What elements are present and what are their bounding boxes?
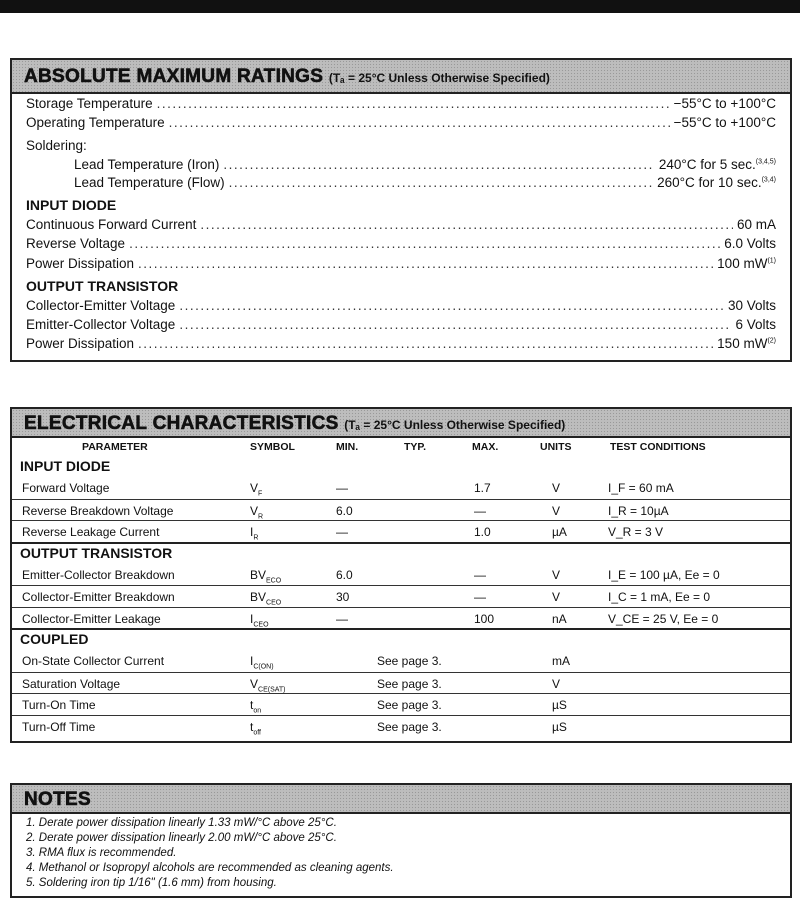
rating-label: Power Dissipation (26, 256, 135, 271)
units: µA (552, 525, 567, 539)
table-row (12, 693, 790, 715)
min: 30 (336, 590, 350, 604)
subsection-title: INPUT DIODE (26, 197, 117, 213)
parameter: Collector-Emitter Leakage (22, 611, 161, 626)
symbol-main: V (250, 503, 259, 518)
group-divider (12, 628, 790, 630)
note-item: 2. Derate power dissipation linearly 2.00 mW/°C above 25°C. (26, 832, 337, 844)
group-title: OUTPUT TRANSISTOR (20, 544, 173, 561)
units: nA (552, 611, 567, 626)
max: 100 (474, 611, 495, 626)
dot-leader (229, 175, 654, 190)
rating-value (728, 298, 776, 313)
rating-label: Storage Temperature (26, 96, 153, 111)
notes-box (10, 783, 792, 898)
value-text: 100 mW (717, 256, 768, 271)
symbol (250, 481, 262, 497)
column-header: MIN. (336, 441, 359, 453)
parameter: Turn-Off Time (22, 719, 96, 734)
test-condition: I_R = 10µA (608, 503, 669, 518)
rating-value (674, 115, 776, 130)
footnote-ref: (3,4) (761, 176, 776, 184)
rating-row (26, 217, 776, 232)
group-title: COUPLED (20, 631, 89, 647)
table-row (12, 650, 790, 671)
rating-row (26, 236, 776, 251)
units: V (552, 481, 561, 495)
column-header: SYMBOL (250, 441, 295, 453)
symbol-main: t (250, 719, 254, 734)
min: 6.0 (336, 503, 353, 518)
symbol-main: I (250, 525, 254, 539)
note-item: 1. Derate power dissipation linearly 1.33 mW/°C above 25°C. (26, 817, 337, 829)
units: V (552, 676, 561, 691)
rating-label: Operating Temperature (26, 115, 165, 130)
symbol-main: BV (250, 590, 267, 604)
symbol (250, 612, 269, 628)
symbol-subscript: C(ON) (253, 663, 274, 671)
table-row (12, 477, 790, 498)
value-text: −55°C to +100°C (673, 115, 776, 130)
table-row (12, 499, 790, 521)
symbol (250, 677, 286, 693)
note-item: 5. Soldering iron tip 1/16" (1.6 mm) from housing. (26, 877, 277, 889)
test-condition: I_E = 100 µA, Ee = 0 (608, 567, 720, 582)
rating-label: Lead Temperature (Flow) (74, 175, 225, 190)
max: — (474, 503, 486, 518)
table-row (12, 607, 790, 629)
subsection-title: OUTPUT TRANSISTOR (26, 278, 179, 294)
section-title-text: ABSOLUTE MAXIMUM RATINGS (24, 66, 324, 87)
column-headers (12, 439, 790, 455)
symbol-main: BV (250, 567, 267, 582)
units: µS (552, 698, 567, 712)
parameter: Turn-On Time (22, 698, 96, 712)
parameter: Forward Voltage (22, 481, 110, 495)
dot-leader (223, 157, 654, 172)
rating-value (724, 236, 776, 251)
symbol (250, 590, 281, 606)
absolute-maximum-ratings-box (10, 58, 792, 362)
table-row (12, 564, 790, 585)
rating-label: Continuous Forward Current (26, 217, 197, 232)
column-header: TYP. (404, 441, 426, 453)
min: 6.0 (336, 567, 353, 582)
dot-leader (138, 336, 713, 351)
test-condition: V_CE = 25 V, Ee = 0 (608, 611, 719, 626)
symbol-main: V (250, 481, 259, 495)
group-title: INPUT DIODE (20, 458, 111, 474)
table-row (12, 520, 790, 542)
section-header (12, 409, 790, 438)
value-text: 240°C for 5 sec. (658, 157, 756, 172)
typ: See page 3. (377, 654, 442, 668)
value-text: 30 Volts (727, 298, 776, 313)
section-header (12, 785, 790, 814)
rating-row (26, 298, 776, 313)
rating-row (26, 256, 776, 271)
parameter: Emitter-Collector Breakdown (22, 567, 175, 582)
symbol (250, 654, 274, 670)
rating-label: Lead Temperature (Iron) (74, 157, 220, 172)
electrical-characteristics-box (10, 407, 792, 743)
symbol-subscript: off (253, 728, 261, 736)
column-header: UNITS (540, 441, 572, 453)
rating-label: Emitter-Collector Voltage (26, 317, 176, 332)
value-text: 6.0 Volts (724, 236, 776, 251)
dot-leader (179, 298, 724, 313)
value-text: 60 mA (736, 217, 776, 232)
parameter: Reverse Breakdown Voltage (22, 503, 174, 518)
parameter: Collector-Emitter Breakdown (22, 590, 175, 604)
symbol-subscript: CEO (253, 620, 269, 628)
rating-row (26, 336, 776, 351)
symbol-subscript: CEO (266, 599, 282, 607)
column-header: PARAMETER (82, 441, 148, 453)
soldering-label: Soldering: (26, 138, 87, 153)
note-item: 3. RMA flux is recommended. (26, 847, 177, 859)
section-title (24, 413, 565, 435)
rating-row (26, 96, 776, 111)
footnote-ref: (2) (767, 337, 776, 345)
symbol (250, 698, 261, 714)
test-condition: I_C = 1 mA, Ee = 0 (608, 590, 711, 604)
value-text: −55°C to +100°C (673, 96, 776, 111)
rating-value (735, 317, 776, 332)
footnote-ref: (3,4,5) (755, 158, 776, 166)
parameter: Saturation Voltage (22, 676, 121, 691)
symbol (250, 568, 281, 584)
note-item: 4. Methanol or Isopropyl alcohols are recommended as cleaning agents. (26, 862, 394, 874)
section-header (12, 60, 790, 94)
section-title: NOTES (24, 789, 91, 810)
rating-value (659, 157, 776, 172)
section-title (24, 66, 550, 88)
symbol-subscript: F (258, 490, 263, 498)
dot-leader (138, 256, 713, 271)
max: 1.7 (474, 481, 491, 495)
units: mA (552, 654, 570, 668)
value-text: 6 Volts (735, 317, 776, 332)
symbol (250, 504, 263, 520)
min: — (336, 611, 348, 626)
column-header: MAX. (472, 441, 499, 453)
symbol-subscript: R (258, 512, 264, 520)
symbol (250, 525, 258, 541)
units: V (552, 590, 561, 604)
symbol-main: V (250, 676, 259, 691)
rating-value (657, 175, 776, 190)
typ: See page 3. (377, 676, 442, 691)
rating-value (737, 217, 776, 232)
symbol-subscript: CE(SAT) (258, 685, 286, 693)
typ: See page 3. (377, 719, 442, 734)
rating-label: Power Dissipation (26, 336, 135, 351)
units: V (552, 567, 561, 582)
table-row (12, 715, 790, 737)
symbol-main: I (250, 654, 254, 668)
symbol-subscript: on (253, 707, 262, 715)
min: — (336, 481, 348, 495)
max: — (474, 567, 486, 582)
rating-row (26, 115, 776, 130)
symbol-subscript: R (253, 534, 259, 542)
dot-leader (157, 96, 670, 111)
rating-value (717, 336, 776, 351)
rating-value (674, 96, 776, 111)
symbol-main: I (250, 611, 254, 626)
dot-leader (200, 217, 733, 232)
table-row (12, 585, 790, 607)
group-divider (12, 542, 790, 544)
rating-row (74, 157, 776, 172)
rating-row (74, 175, 776, 190)
rating-label: Collector-Emitter Voltage (26, 298, 176, 313)
max: 1.0 (474, 525, 491, 539)
rating-value (717, 256, 776, 271)
section-condition: (Tₐ = 25°C Unless Otherwise Specified) (328, 71, 550, 85)
typ: See page 3. (377, 698, 442, 712)
units: µS (552, 719, 567, 734)
symbol (250, 720, 261, 736)
units: V (552, 503, 561, 518)
dot-leader (169, 115, 670, 130)
rating-row (26, 317, 776, 332)
min: — (336, 525, 348, 539)
value-text: 150 mW (717, 336, 768, 351)
rating-label: Reverse Voltage (26, 236, 126, 251)
max: — (474, 590, 486, 604)
symbol-subscript: ECO (266, 576, 282, 584)
table-row (12, 672, 790, 694)
column-header: TEST CONDITIONS (610, 441, 706, 453)
value-text: 260°C for 10 sec. (657, 175, 762, 190)
test-condition: V_R = 3 V (608, 525, 664, 539)
parameter: Reverse Leakage Current (22, 525, 160, 539)
symbol-main: t (250, 698, 254, 712)
section-condition: (Tₐ = 25°C Unless Otherwise Specified) (344, 418, 566, 432)
test-condition: I_F = 60 mA (608, 481, 674, 495)
top-rule (0, 0, 800, 13)
dot-leader (129, 236, 720, 251)
footnote-ref: (1) (767, 257, 776, 265)
dot-leader (179, 317, 731, 332)
section-title-text: ELECTRICAL CHARACTERISTICS (24, 413, 339, 434)
parameter: On-State Collector Current (22, 654, 165, 668)
